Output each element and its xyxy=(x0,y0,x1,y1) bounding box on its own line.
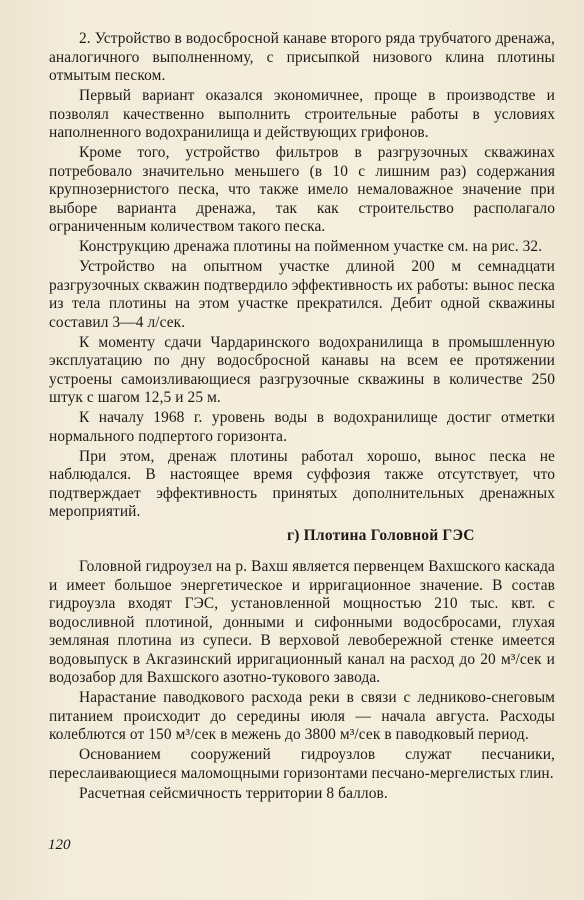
section-heading: г) Плотина Головной ГЭС xyxy=(287,527,475,544)
paragraph: К моменту сдачи Чардаринского водохранилища в промышленную эксплуатацию по дну водосбросной канавы на всем ее протяжении устроены самоизливающиеся разгрузочные скважины в количестве 250 штук с шагом 12,5 и 25 м. xyxy=(49,333,555,406)
paragraph: Основанием сооружений гидроузлов служат песчаники, переслаивающиеся маломощными горизонтами песчано-мергелистых глин. xyxy=(49,746,555,782)
paragraph: Конструкцию дренажа плотины на пойменном участке см. на рис. 32. xyxy=(79,238,543,255)
paragraph: Первый вариант оказался экономичнее, проще в производстве и позволял качественно выполнить строительные работы в условиях наполненного водохранилища и действующих грифонов. xyxy=(49,87,555,141)
paragraph: Головной гидроузел на р. Вахш является первенцем Вахшского каскада и имеет большое энергетическое и ирригационное значение. В состав гидроузла входят ГЭС, установленной мощностью 210 тыс. квт. с водосливной плотиной, донными и сифонными водосбросами, глухая земляная плотина из супеси. В верховой левобережной стенке имеется водовыпуск в Акгазинский ирригационный канал на расход до 20 м³/сек и водозабор для Вахшского азотно-тукового завода. xyxy=(49,558,555,686)
paragraph: Кроме того, устройство фильтров в разгрузочных скважинах потребовало значительно меньшего (в 10 с лишним раз) содержания крупнозернистого песка, что также имело немаловажное значение при выборе варианта дренажа, так как строительство располагало ограниченным количеством такого песка. xyxy=(49,144,555,235)
text-section-top xyxy=(49,30,555,523)
paragraph: Нарастание паводкового расхода реки в связи с ледниково-снеговым питанием происходит до середины июля — начала августа. Расходы колеблются от 150 м³/сек в межень до 3800 м³/сек в паводковый период. xyxy=(49,689,555,743)
page-number: 120 xyxy=(48,837,71,853)
paragraph: При этом, дренаж плотины работал хорошо, вынос песка не наблюдался. В настоящее время суффозия также отсутствует, что подтверждает эффективность принятых дополнительных дренажных мероприятий. xyxy=(49,447,555,520)
paragraph: К началу 1968 г. уровень воды в водохранилище достиг отметки нормального подпертого горизонта. xyxy=(49,409,555,445)
paragraph: Расчетная сейсмичность территории 8 баллов. xyxy=(79,784,388,802)
paragraph: Устройство на опытном участке длиной 200 м семнадцати разгрузочных скважин подтвердило эффективность их работы: вынос песка из тела плотины на этом участке прекратился. Дебит одной скважины составил 3—4 л/сек. xyxy=(49,258,555,331)
text-section-bottom xyxy=(49,558,555,805)
paragraph: 2. Устройство в водосбросной канаве второго ряда трубчатого дренажа, аналогичного выполненному, с присыпкой низового клина плотины отмытым песком. xyxy=(49,30,555,84)
